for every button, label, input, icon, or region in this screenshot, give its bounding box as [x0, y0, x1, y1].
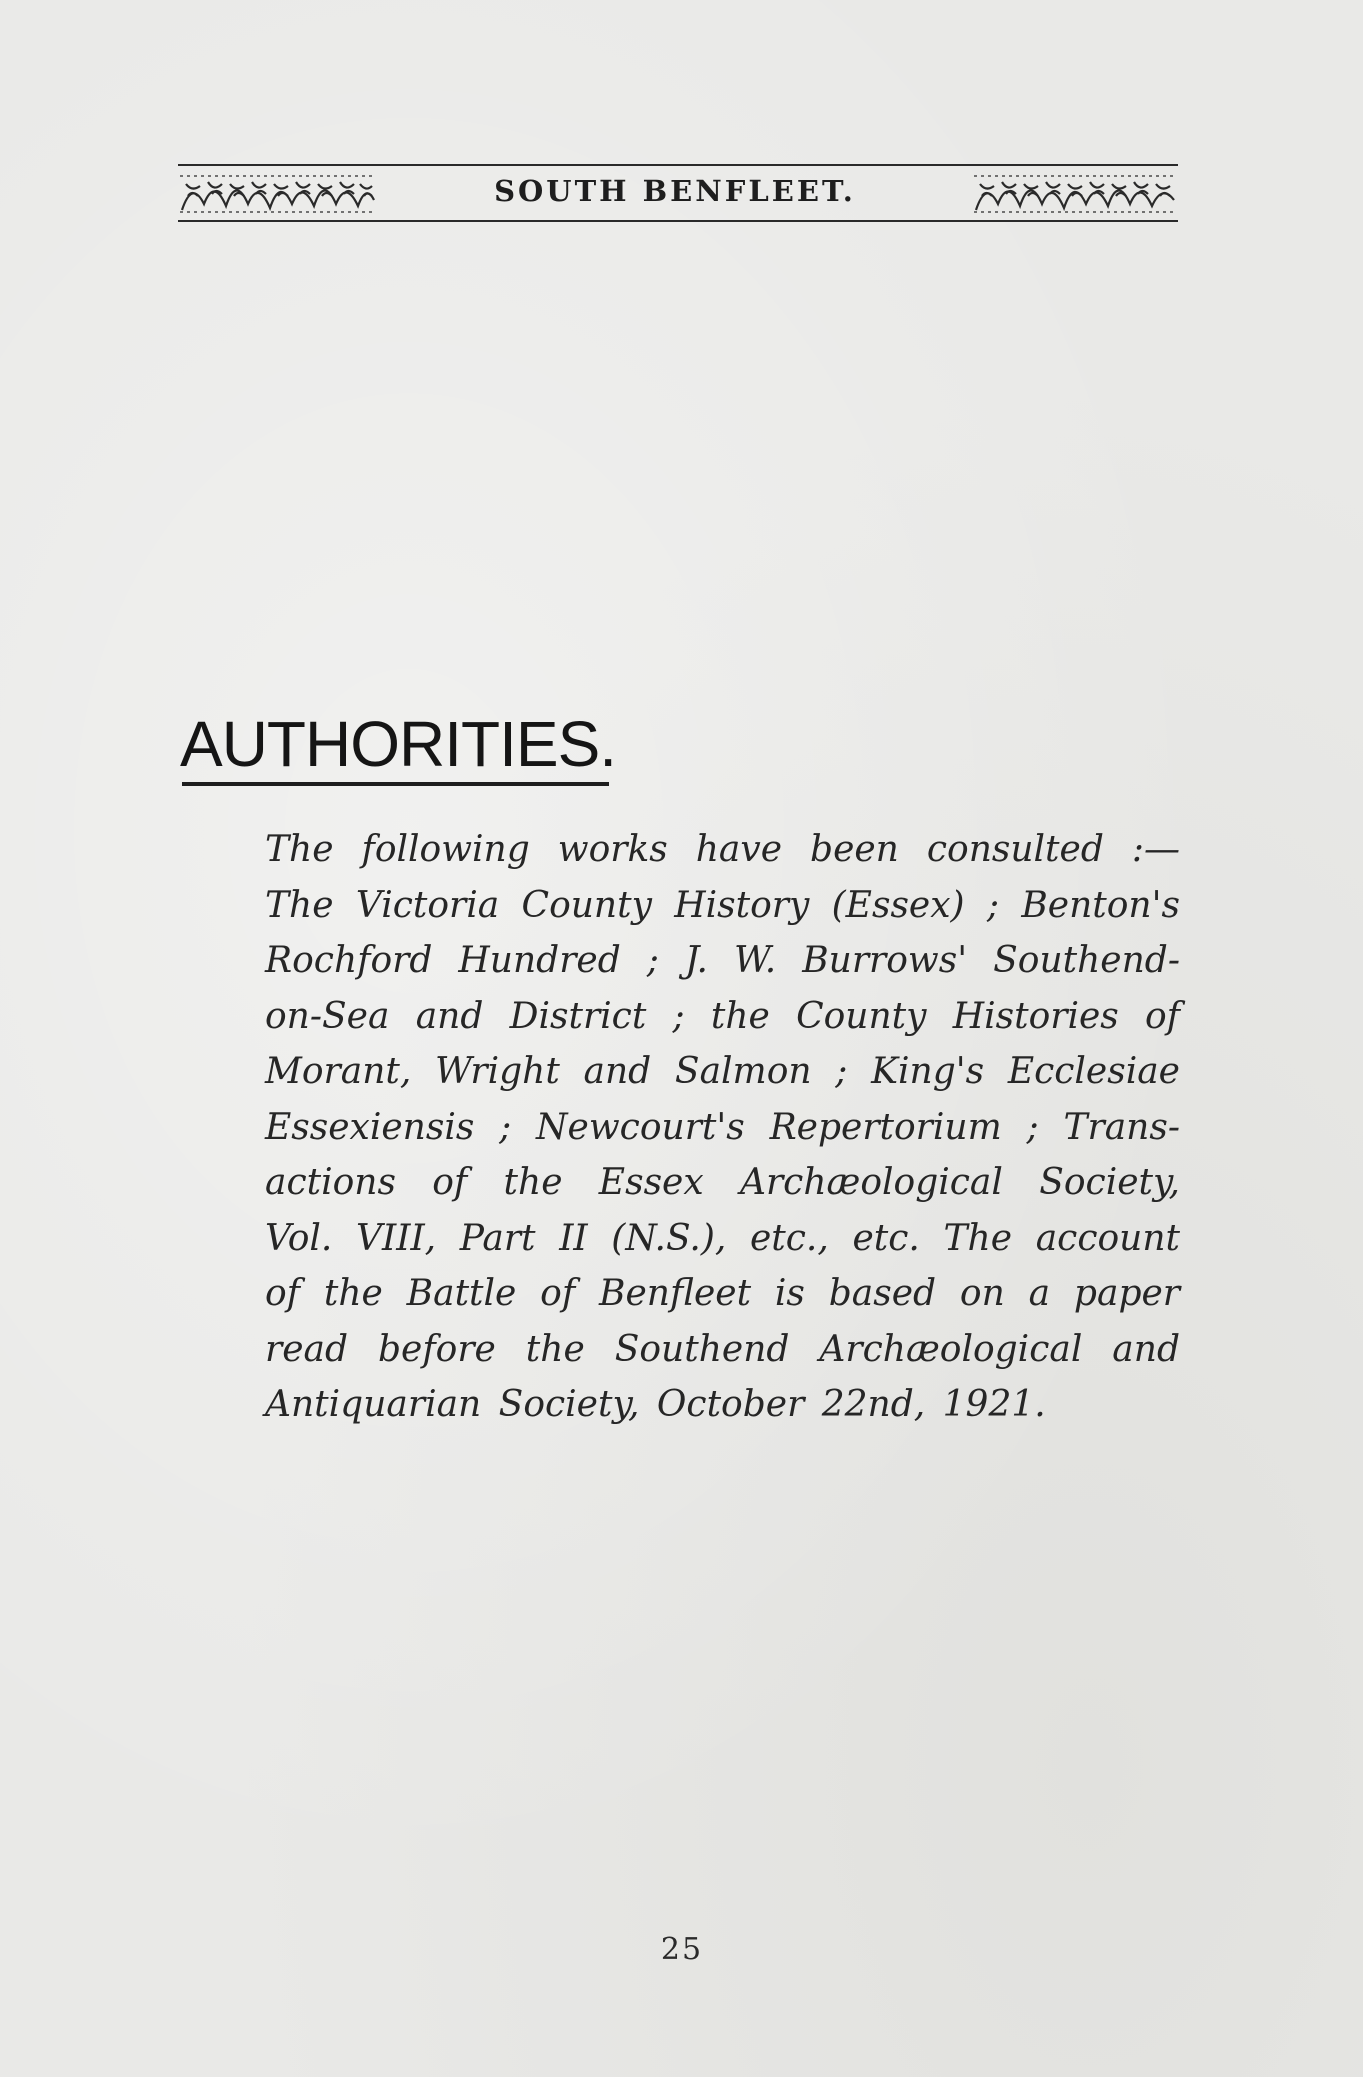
paragraph-line: read before the Southend Archæological and: [265, 1328, 1180, 1370]
paragraph-line: Vol. VIII, Part II (N.S.), etc., etc. The account: [265, 1217, 1180, 1259]
section-heading: AUTHORITIES.: [180, 708, 617, 780]
heading-underline: [182, 782, 609, 786]
paragraph-line: Morant, Wright and Salmon ; King's Ecclesiae: [265, 1051, 1180, 1092]
paragraph-line: of the Battle of Benfleet is based on a paper: [265, 1273, 1180, 1314]
paragraph-line: on-Sea and District ; the County Histories of: [265, 995, 1180, 1037]
header-rule-bottom: [178, 220, 1178, 222]
header-rule-top: [178, 164, 1178, 166]
running-head: SOUTH BENFLEET.: [494, 174, 856, 208]
page-number: 25: [660, 1932, 704, 1967]
page-header: [178, 160, 1178, 226]
paragraph-line: The following works have been consulted :—: [265, 829, 1180, 870]
foliage-ornament-icon: [178, 170, 378, 216]
paragraph-line: Antiquarian Society, October 22nd, 1921.: [265, 1384, 1046, 1425]
paragraph-line: actions of the Essex Archæological Society,: [265, 1162, 1180, 1203]
paragraph-line: Rochford Hundred ; J. W. Burrows' Southend-: [265, 940, 1180, 981]
foliage-ornament-icon: [972, 170, 1178, 216]
authorities-paragraph: [265, 822, 1180, 1433]
paragraph-line: Essexiensis ; Newcourt's Repertorium ; Trans-: [265, 1106, 1180, 1148]
paragraph-line: The Victoria County History (Essex) ; Benton's: [265, 884, 1180, 926]
